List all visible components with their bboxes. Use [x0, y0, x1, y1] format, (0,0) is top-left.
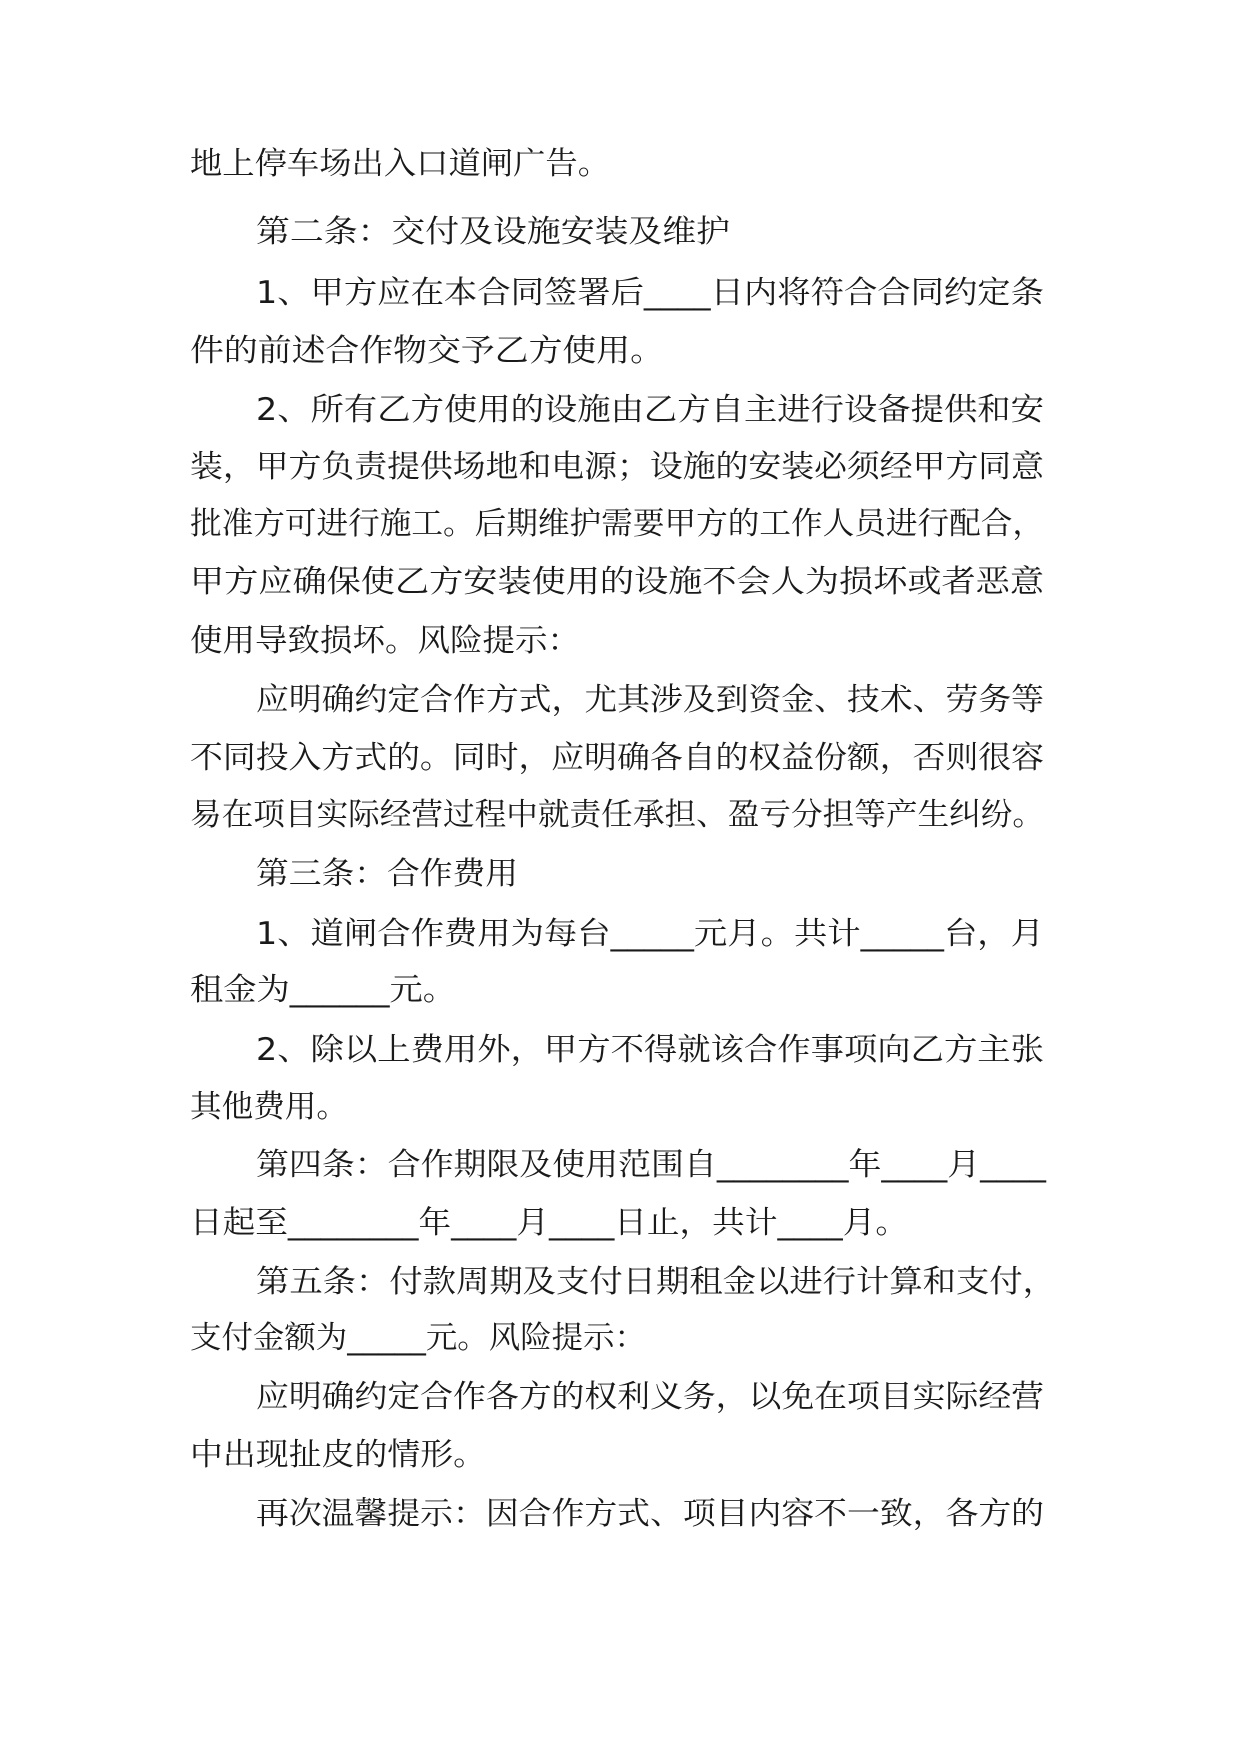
- article-heading: 第三条：合作费用: [256, 856, 518, 892]
- article-heading: 第四条：合作期限及使用范围自________年____月____: [256, 1147, 1046, 1183]
- text-line: 日起至________年____月____日止，共计____月。: [190, 1205, 908, 1241]
- article-heading: 第五条：付款周期及支付日期租金以进行计算和支付，: [256, 1264, 1056, 1300]
- text-line: 2、除以上费用外，甲方不得就该合作事项向乙方主张: [256, 1032, 1044, 1068]
- text-line: 1、甲方应在本合同签署后____日内将符合合同约定条: [256, 275, 1044, 311]
- text-line: 再次温馨提示：因合作方式、项目内容不一致，各方的: [256, 1496, 1044, 1532]
- article-heading: 第二条：交付及设施安装及维护: [256, 214, 730, 250]
- text-line: 支付金额为_____元。风险提示：: [190, 1320, 646, 1356]
- text-line: 装，甲方负责提供场地和电源；设施的安装必须经甲方同意: [190, 449, 1044, 485]
- text-line: 租金为______元。: [190, 972, 456, 1008]
- text-line: 使用导致损坏。风险提示：: [190, 623, 580, 659]
- text-line: 易在项目实际经营过程中就责任承担、盈亏分担等产生纠纷。: [190, 797, 1044, 833]
- text-line: 地上停车场出入口道闸广告。: [190, 146, 610, 182]
- text-line: 应明确约定合作方式，尤其涉及到资金、技术、劳务等: [256, 682, 1044, 718]
- text-line: 不同投入方式的。同时，应明确各自的权益份额，否则很容: [190, 740, 1044, 776]
- text-line: 应明确约定合作各方的权利义务，以免在项目实际经营: [256, 1379, 1044, 1415]
- text-line: 其他费用。: [190, 1089, 348, 1125]
- text-line: 2、所有乙方使用的设施由乙方自主进行设备提供和安: [256, 392, 1044, 428]
- text-line: 批准方可进行施工。后期维护需要甲方的工作人员进行配合，: [190, 506, 1044, 542]
- text-line: 1、道闸合作费用为每台_____元月。共计_____台，月: [256, 916, 1044, 952]
- text-line: 甲方应确保使乙方安装使用的设施不会人为损坏或者恶意: [190, 564, 1044, 600]
- text-line: 中出现扯皮的情形。: [190, 1437, 486, 1473]
- text-line: 件的前述合作物交予乙方使用。: [190, 333, 664, 369]
